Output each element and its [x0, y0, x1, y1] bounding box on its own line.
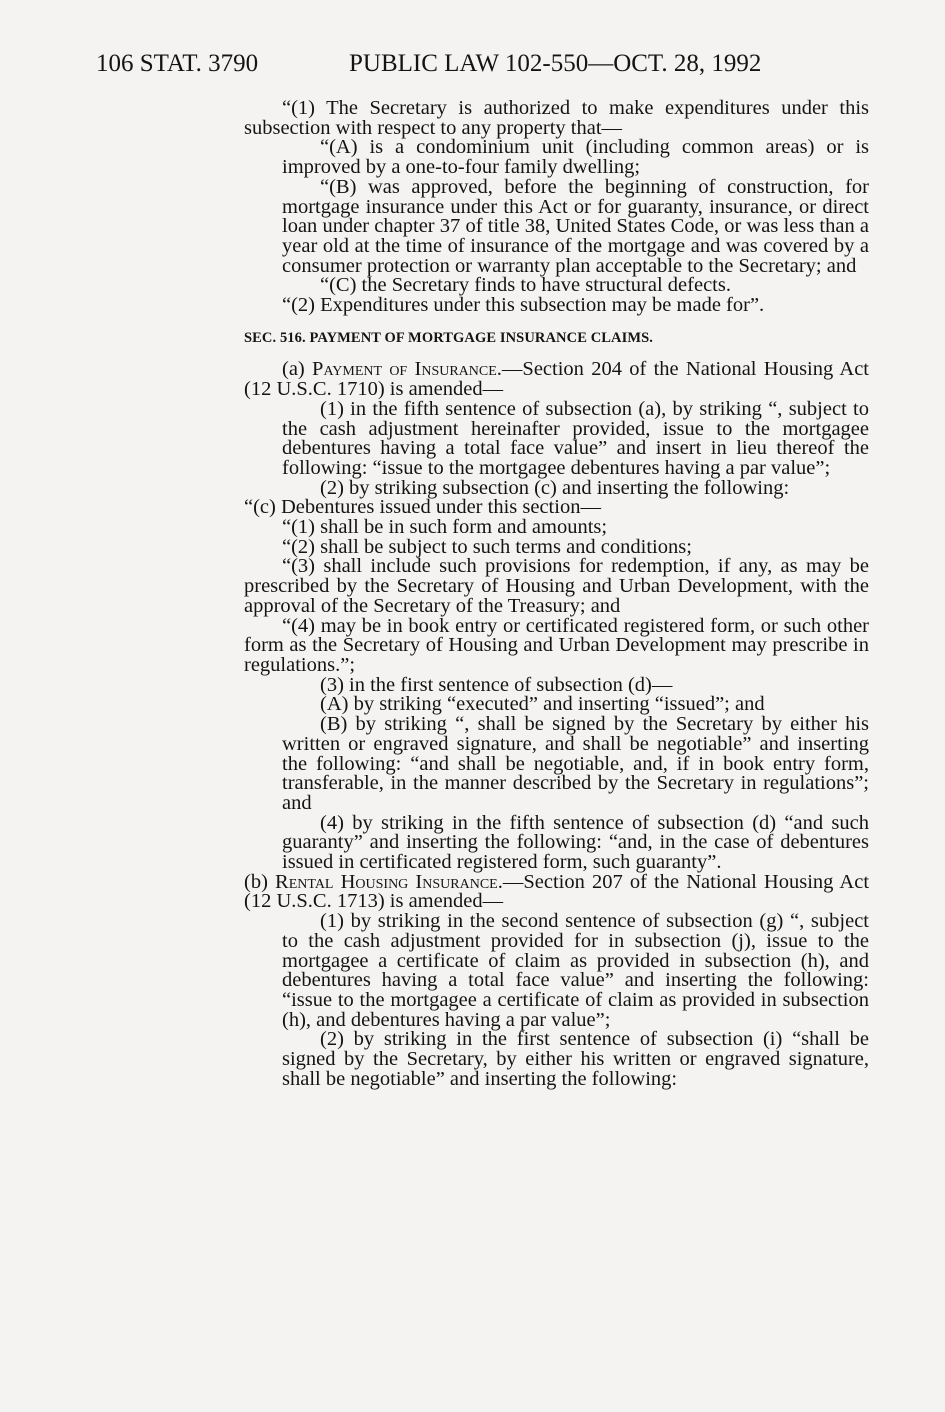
paragraph: (3) in the first sentence of subsection (d)—	[320, 673, 673, 696]
paragraph: “(2) shall be subject to such terms and conditions;	[282, 535, 692, 558]
paragraph: “(1) shall be in such form and amounts;	[282, 516, 608, 539]
section-heading: SEC. 516. PAYMENT OF MORTGAGE INSURANCE CLAIMS.	[244, 329, 654, 346]
subsection-label: (a)	[282, 358, 313, 381]
subsection-text: .—Section 204 of the National Housing Act (12 U.S.C. 1710) is amended—	[244, 358, 869, 401]
paragraph: (A) by striking “executed” and inserting “issued”; and	[320, 693, 765, 716]
statute-citation: 106 STAT. 3790	[96, 50, 259, 77]
paragraph: “(2) Expenditures under this subsection may be made for”.	[282, 294, 765, 317]
paragraph: “(C) the Secretary finds to have structural defects.	[320, 274, 731, 297]
paragraph: (B) by striking “, shall be signed by the Secretary by either his written or engraved signature, and shall be negotiable” and inserting the following: “and shall be negotiable, and, if in book entry form, transferable, in the manner described by the Secretary in regulations”; and	[282, 713, 869, 814]
subsection-text: .—Section 207 of the National Housing Act (12 U.S.C. 1713) is amended—	[244, 870, 870, 913]
paragraph: (1) by striking in the second sentence of subsection (g) “, subject to the cash adjustment provided for in subsection (j), issue to the mortgagee a certificate of claim as provided in subsection (h), and debentures having a total face value” and inserting the following: “issue to the mortgagee a certificate of claim as provided in subsection (h), and debentures having a par value”;	[282, 910, 869, 1031]
subsection-title: Rental Housing Insurance	[275, 870, 498, 893]
document-body	[244, 99, 869, 1089]
subsection-title: Payment of Insurance	[312, 358, 497, 381]
paragraph: (1) in the fifth sentence of subsection (a), by striking “, subject to the cash adjustment hereinafter provided, issue to the mortgagee debentures having a total face value” and insert in lieu thereof the following: “issue to the mortgagee debentures having a par value”;	[282, 397, 869, 479]
paragraph: (2) by striking subsection (c) and inserting the following:	[320, 476, 790, 499]
public-law-title: PUBLIC LAW 102-550—OCT. 28, 1992	[349, 50, 762, 77]
subsection-b	[244, 870, 870, 913]
paragraph: “(1) The Secretary is authorized to make expenditures under this subsection with respect to any property that—	[244, 97, 869, 139]
paragraph: “(c) Debentures issued under this section—	[244, 496, 601, 519]
paragraph: (2) by striking in the first sentence of subsection (i) “shall be signed by the Secretary, by either his written or engraved signature, shall be negotiable” and inserting the following:	[282, 1028, 869, 1090]
subsection-a	[244, 360, 869, 399]
paragraph: (4) by striking in the fifth sentence of subsection (d) “and such guaranty” and inserting the following: “and, in the case of debentures issued in certificated registered form, such guaranty”.	[282, 811, 869, 874]
paragraph: “(B) was approved, before the beginning of construction, for mortgage insurance under this Act or for guaranty, insurance, or direct loan under chapter 37 of title 38, United States Code, or was less than a year old at the time of insurance of the mortgage and was covered by a consumer protection or warranty plan acceptable to the Secretary; and	[282, 175, 869, 277]
page-header	[96, 50, 856, 90]
paragraph: “(3) shall include such provisions for redemption, if any, as may be prescribed by the Secretary of Housing and Urban Development, with the approval of the Secretary of the Treasury; and	[244, 555, 869, 617]
subsection-label: (b)	[244, 870, 276, 893]
paragraph: “(4) may be in book entry or certificated registered form, or such other form as the Secretary of Housing and Urban Development may prescribe in regulations.”;	[244, 614, 869, 676]
paragraph: “(A) is a condominium unit (including common areas) or is improved by a one-to-four family dwelling;	[282, 136, 869, 179]
